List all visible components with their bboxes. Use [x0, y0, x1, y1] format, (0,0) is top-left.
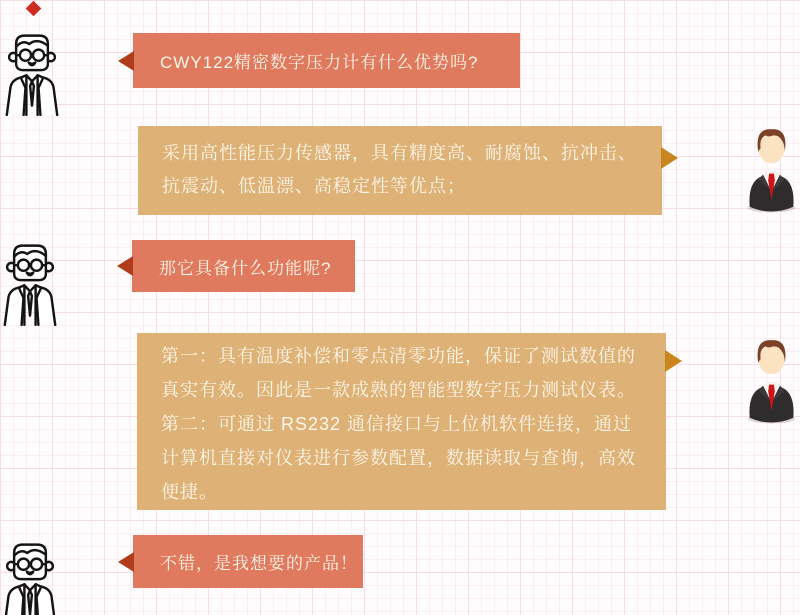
cartoon-man-avatar-icon	[4, 28, 60, 116]
closing-bubble	[133, 535, 363, 588]
question-text-1: CWY122精密数字压力计有什么优势吗?	[160, 53, 479, 72]
bubble-arrow-right-icon	[661, 147, 678, 169]
cartoon-man-avatar-icon	[2, 233, 58, 331]
bubble-arrow-left-icon	[118, 552, 134, 572]
answer-text-2: 第一：具有温度补偿和零点清零功能，保证了测试数值的真实有效。因此是一款成熟的智能型数字压力测试仪表。第二：可通过 RS232 通信接口与上位机软件连接，通过计算机直接对仪表进行参数配置，数据读取与查询，高效便捷。	[161, 346, 636, 502]
answer-bubble-2	[137, 333, 666, 510]
question-bubble-1	[133, 33, 520, 88]
cartoon-man-avatar-icon	[2, 533, 58, 615]
answer-bubble-1	[138, 126, 662, 215]
question-bubble-2	[132, 240, 355, 292]
corner-diamond-decoration	[26, 1, 42, 17]
question-text-2: 那它具备什么功能呢?	[159, 258, 332, 278]
bubble-arrow-right-icon	[665, 350, 682, 372]
businessman-avatar-icon	[745, 331, 798, 427]
bubble-arrow-left-icon	[118, 51, 134, 71]
bubble-arrow-left-icon	[117, 256, 133, 276]
businessman-avatar-icon	[745, 120, 798, 216]
answer-text-1: 采用高性能压力传感器，具有精度高、耐腐蚀、抗冲击、抗震动、低温漂、高稳定性等优点；	[162, 143, 637, 196]
closing-text: 不错，是我想要的产品！	[160, 554, 358, 573]
